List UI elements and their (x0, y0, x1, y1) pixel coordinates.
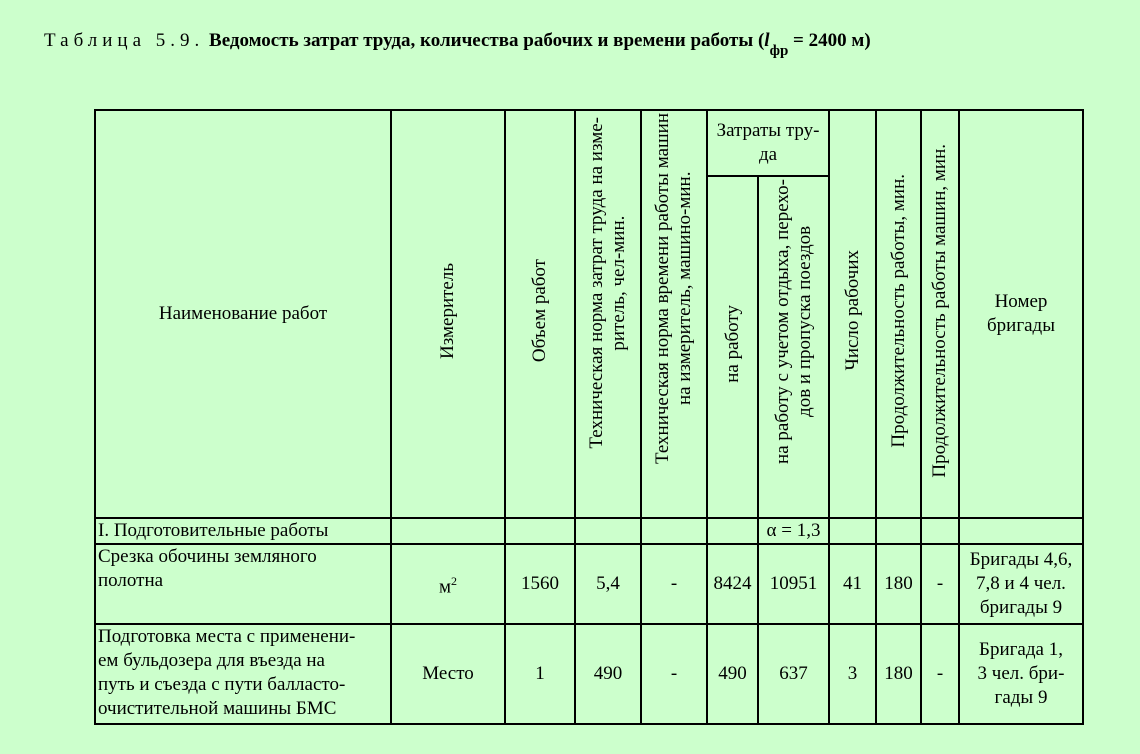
row-machine-norm: - (641, 544, 707, 624)
row-meter-text: м (438, 576, 452, 598)
row-name-line: путь и съезда с пути балласто- (98, 674, 346, 695)
row-brigade-line: Бригада 1, (979, 639, 1063, 660)
row-with-rest: 10951 (758, 544, 829, 624)
row-machine-norm: - (641, 624, 707, 724)
section-empty-cell (829, 518, 876, 544)
row-on-work: 490 (707, 624, 758, 724)
row-name-line: очистительной машины БМС (98, 698, 337, 719)
row-workers: 3 (829, 624, 876, 724)
labor-table (94, 109, 1084, 725)
row-name-line: Срезка обочины земляного (98, 546, 317, 567)
section-empty-cell (876, 518, 921, 544)
header-labor-norm (575, 110, 641, 518)
section-empty-cell (641, 518, 707, 544)
row-volume: 1 (505, 624, 575, 724)
row-workers: 41 (829, 544, 876, 624)
section-empty-cell (575, 518, 641, 544)
header-with-rest-line1: на работу с учетом отдыха, перехо- (771, 179, 793, 464)
header-row-1 (95, 110, 1083, 176)
header-on-work-text: на работу (721, 304, 743, 383)
row-name (95, 544, 391, 624)
row-brigade-line: 3 чел. бри- (977, 663, 1065, 684)
section-empty-cell (505, 518, 575, 544)
header-labor-costs-line2: да (758, 144, 778, 165)
header-machine-norm-line1: Техническая норма времени работы машин (652, 113, 673, 465)
row-labor-norm: 490 (575, 624, 641, 724)
caption-sub: фр (769, 43, 789, 59)
caption-value: = 2400 м) (788, 30, 871, 51)
header-with-rest-text (772, 179, 816, 464)
row-brigade (959, 544, 1083, 624)
row-machine-duration: - (921, 624, 959, 724)
header-labor-costs (707, 110, 829, 176)
row-machine-duration: - (921, 544, 959, 624)
header-with-rest (758, 176, 829, 518)
row-labor-norm: 5,4 (575, 544, 641, 624)
caption-title (209, 30, 871, 59)
row-on-work: 8424 (707, 544, 758, 624)
row-with-rest: 637 (758, 624, 829, 724)
header-brigade-line2: бригады (987, 315, 1055, 336)
header-labor-norm-line1: Техническая норма затрат труда на изме- (586, 117, 607, 449)
header-labor-costs-line1: Затраты тру- (716, 120, 820, 141)
section-empty-cell (921, 518, 959, 544)
row-brigade-line: Бригады 4,6, (969, 549, 1073, 570)
row-brigade (959, 624, 1083, 724)
caption-prefix: Таблица 5.9. (44, 30, 205, 51)
header-meter-text: Измеритель (437, 262, 458, 359)
row-meter: Место (391, 624, 505, 724)
header-brigade (959, 110, 1083, 518)
header-labor-norm-text (586, 117, 630, 449)
header-machine-norm (641, 110, 707, 518)
caption-var: l (764, 30, 770, 51)
row-volume: 1560 (505, 544, 575, 624)
header-brigade-line1: Номер (994, 291, 1048, 312)
row-name-line: полотна (98, 570, 164, 591)
header-on-work (707, 176, 758, 518)
header-name-text: Наименование работ (158, 303, 328, 324)
section-empty-cell (707, 518, 758, 544)
header-duration (876, 110, 921, 518)
section-empty-cell (959, 518, 1083, 544)
row-brigade-line: гады 9 (994, 687, 1048, 708)
section-empty-cell (391, 518, 505, 544)
row-brigade-line: бригады 9 (979, 597, 1063, 618)
caption-title-text: Ведомость затрат труда, количества рабочих и времени работы ( (209, 30, 765, 51)
section-row (95, 518, 1083, 544)
header-machine-duration (921, 110, 959, 518)
row-duration: 180 (876, 544, 921, 624)
section-alpha: α = 1,3 (758, 518, 829, 544)
row-name-line: Подготовка места с применени- (98, 626, 356, 647)
table-row (95, 544, 1083, 624)
section-title: I. Подготовительные работы (95, 518, 391, 544)
header-machine-duration-text: Продолжительность работы машин, мин. (929, 143, 950, 478)
header-volume (505, 110, 575, 518)
table-row (95, 624, 1083, 724)
row-duration: 180 (876, 624, 921, 724)
row-name-line: ем бульдозера для въезда на (98, 650, 325, 671)
header-workers-text: Число рабочих (841, 250, 863, 371)
row-name (95, 624, 391, 724)
header-name (95, 110, 391, 518)
row-brigade-line: 7,8 и 4 чел. (976, 573, 1066, 594)
row-meter (391, 544, 505, 624)
header-meter (391, 110, 505, 518)
header-machine-norm-line2: на измеритель, машино-мин. (674, 171, 695, 406)
header-workers (829, 110, 876, 518)
row-meter-sup: 2 (451, 573, 458, 588)
header-duration-text: Продолжительность работы, мин. (887, 173, 909, 448)
header-with-rest-line2: дов и пропуска поездов (793, 225, 815, 418)
header-machine-norm-text (652, 113, 696, 464)
header-volume-text: Объем работ (529, 258, 550, 363)
header-labor-norm-line2: ритель, чел-мин. (608, 215, 629, 351)
table-caption (44, 30, 871, 60)
